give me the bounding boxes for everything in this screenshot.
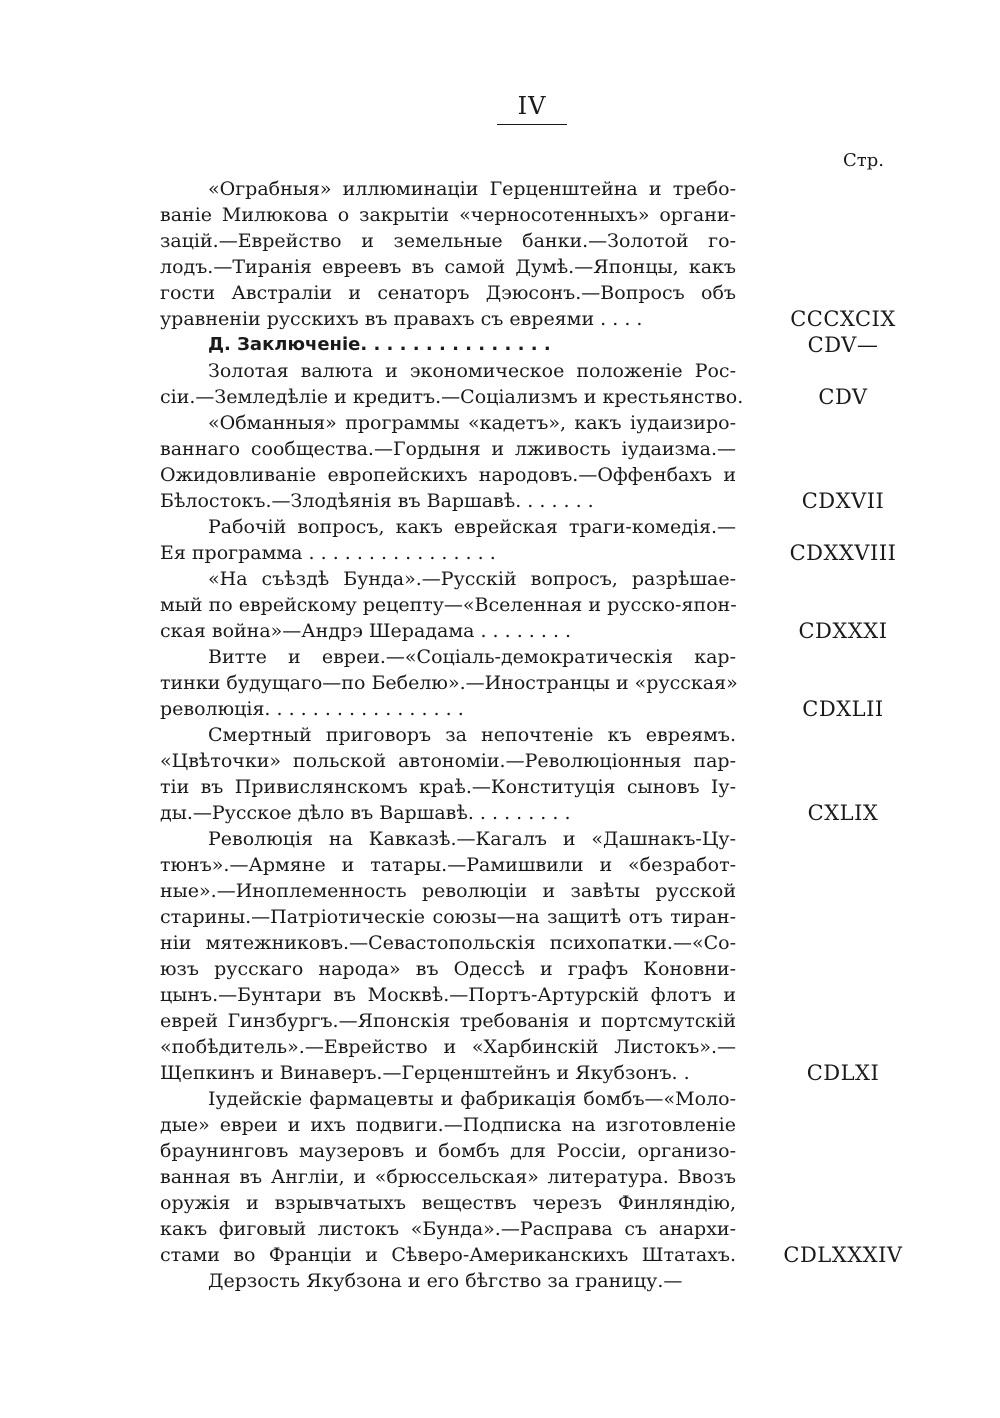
entry-page-ref: CDV— xyxy=(807,333,879,357)
entry-line: Щепкинъ и Винаверъ.—Герценштейнъ и Якубзонъ. . xyxy=(160,1062,690,1084)
entry-line: цынъ.—Бунтари въ Москвѣ.—Портъ-Артурскiй флотъ и xyxy=(160,984,736,1006)
entry-line: Ея программа . . . . . . . . . . . . . . . . xyxy=(160,542,496,564)
section-heading: Д. Заключенiе. . . . . . . . . . . . . . . xyxy=(208,334,551,355)
entry-line: «Обманныя» программы «кадетъ», какъ iудаизиро- xyxy=(208,412,736,434)
entry-line: Ожидовливанiе европейскихъ народовъ.—Оффенбахъ и xyxy=(160,464,736,486)
entry-line: Золотая валюта и экономическое положенiе Рос- xyxy=(208,360,736,382)
entry-page-ref: CCCXCIX xyxy=(790,307,896,331)
entry-line: «Ограбныя» иллюминацiи Герценштейна и требо- xyxy=(208,178,736,200)
page-number: IV xyxy=(517,92,547,120)
entry-line: «На съѣздѣ Бунда».—Русскiй вопросъ, разрѣшае- xyxy=(208,568,736,590)
entry-line: лодъ.—Тиранiя евреевъ въ самой Думѣ.—Японцы, какъ xyxy=(160,256,736,278)
entry-page-ref: CDXVII xyxy=(801,489,885,513)
entry-page-ref: CDXLII xyxy=(802,697,884,721)
entry-line: ская война»—Андрэ Шерадама . . . . . . . . xyxy=(160,620,572,642)
entry-page-ref: CDLXI xyxy=(806,1061,880,1085)
entry-line: Революцiя на Кавказѣ.—Кагалъ и «Дашнакъ-Цу- xyxy=(208,828,736,850)
entry-page-ref: CDXXXI xyxy=(798,619,888,643)
entry-line: Бѣлостокъ.—Злодѣянiя въ Варшавѣ. . . . . . . xyxy=(160,490,594,512)
entry-line: ванiе Милюкова о закрытiи «черносотенныхъ» органи- xyxy=(160,204,736,226)
entry-page-ref: CDV xyxy=(818,385,868,409)
entry-line: революцiя. . . . . . . . . . . . . . . . . xyxy=(160,698,464,720)
page-column-label: Стр. xyxy=(843,150,884,171)
entry-line: зацiй.—Еврейство и земельные банки.—Золотой го- xyxy=(160,230,736,252)
entry-page-ref: CDXXVIII xyxy=(789,541,897,565)
entry-line: ные».—Иноплеменность революцiи и завѣты русской xyxy=(160,880,736,902)
entry-line: стами во Францiи и Сѣверо-Американскихъ Штатахъ. xyxy=(160,1244,736,1266)
entry-line: ванная въ Англiи, и «брюссельская» литература. Ввозъ xyxy=(160,1166,736,1188)
entry-line: ды.—Русское дѣло въ Варшавѣ. . . . . . . . . xyxy=(160,802,571,824)
entry-line: Iудейскiе фармацевты и фабрикацiя бомбъ—«Моло- xyxy=(208,1088,736,1110)
entry-line: «Цвѣточки» польской автономiи.—Революцiонныя пар- xyxy=(160,750,736,772)
entry-line: Дерзость Якубзона и его бѣгство за границу.— xyxy=(208,1270,683,1292)
entry-line: старины.—Патрiотическiе союзы—на защитѣ отъ тиран- xyxy=(160,906,736,928)
entry-line: сiи.—Земледѣлiе и кредитъ.—Соцiализмъ и крестьянство. xyxy=(160,386,744,408)
entry-line: еврей Гинзбургъ.—Японскiя требованiя и портсмутскiй xyxy=(160,1010,736,1032)
entry-line: оружiя и взрывчатыхъ веществъ черезъ Финляндiю, xyxy=(160,1192,736,1214)
entry-page-ref: CXLIX xyxy=(807,801,879,825)
entry-line: браунинговъ маузеровъ и бомбъ для Россiи, организо- xyxy=(160,1140,736,1162)
entry-line: тiи въ Привислянскомъ краѣ.—Конституцiя сыновъ Iу- xyxy=(160,776,736,798)
entry-line: Витте и евреи.—«Соцiаль-демократическiя кар- xyxy=(208,646,736,668)
entry-line: Рабочiй вопросъ, какъ еврейская траги-комедiя.— xyxy=(208,516,736,538)
entry-line: дые» евреи и ихъ подвиги.—Подписка на изготовленiе xyxy=(160,1114,736,1136)
entry-line: какъ фиговый листокъ «Бунда».—Расправа съ анархи- xyxy=(160,1218,736,1240)
entry-line: гости Австралiи и сенаторъ Дэюсонъ.—Вопросъ объ xyxy=(160,282,736,304)
entry-line: тинки будущаго—по Бебелю».—Иностранцы и «русская» xyxy=(160,672,738,694)
entry-line: нiи мятежниковъ.—Севастопольскiя психопатки.—«Со- xyxy=(160,932,736,954)
entry-line: Смертный приговоръ за непочтенiе къ евреямъ. xyxy=(208,724,736,746)
entry-line: уравненiи русскихъ въ правахъ съ евреями . . . . xyxy=(160,308,643,330)
entry-page-ref: CDLXXXIV xyxy=(783,1243,903,1267)
entry-line: тюнъ».—Армяне и татары.—Рамишвили и «безработ- xyxy=(160,854,736,876)
entry-line: «побѣдитель».—Еврейство и «Харбинскiй Листокъ».— xyxy=(160,1036,736,1058)
entry-line: юзъ русскаго народа» въ Одессѣ и графъ Коновни- xyxy=(160,958,736,980)
entry-line: мый по еврейскому рецепту—«Вселенная и русско-япон- xyxy=(160,594,737,616)
page-number-rule xyxy=(497,124,567,125)
entry-line: ваннаго сообщества.—Гордыня и лживость iудаизма.— xyxy=(160,438,736,460)
